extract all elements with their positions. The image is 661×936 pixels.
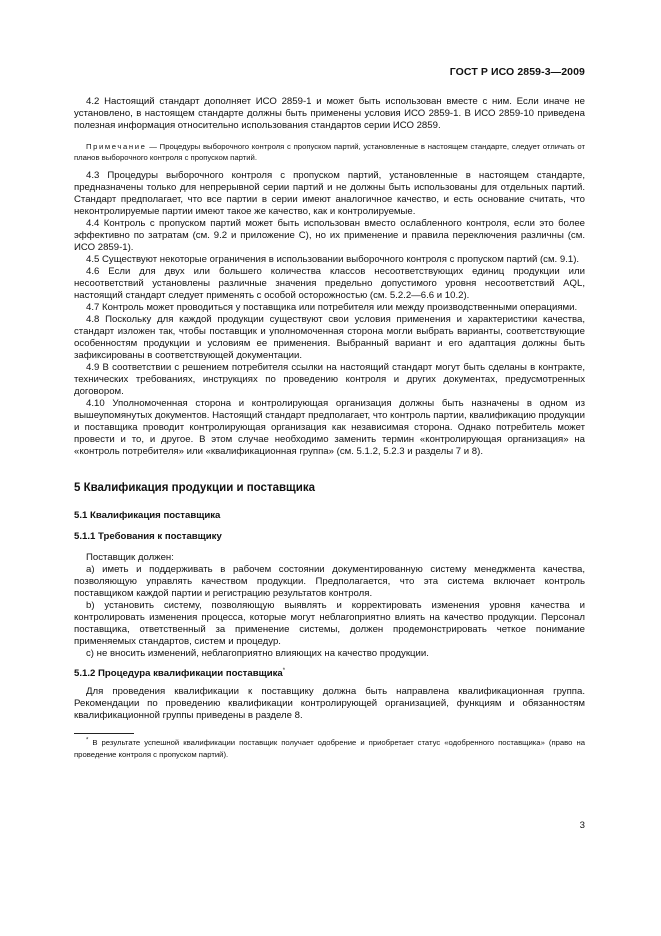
page-number: 3 <box>579 820 585 831</box>
document-id-header: ГОСТ Р ИСО 2859-3—2009 <box>449 66 585 78</box>
section-5-1-1-heading: 5.1.1 Требования к поставщику <box>74 531 222 542</box>
footnote-divider <box>74 733 134 734</box>
note-text: — Процедуры выборочного контроля с пропуском партий, установленные в настоящем стандарте, следует отличать от планов выборочного контроля с пропуском партий. <box>74 142 585 162</box>
paragraph-4-7: 4.7 Контроль может проводиться у поставщика или потребителя или между производственными операциями. <box>86 302 578 313</box>
paragraph-4-10: 4.10 Уполномоченная сторона и контролирующая организация должны быть назначены в одном из вышеупомянутых документов. Настоящий стандарт предполагает, что контроль партии, квалификацию продукции и поставщика проводит контролирующая организация как независимая сторона. Однако потребитель может провести и то, и другое. В этом случае необходимо заменить термин «контролирующая организация» на «контроль потребителя» или «квалификационная группа» (см. 5.1.2, 5.2.3 и разделы 7 и 8). <box>74 398 585 457</box>
paragraph-4-9: 4.9 В соответствии с решением потребителя ссылки на настоящий стандарт могут быть сделаны в контракте, технических требованиях, инструкциях по проведению контроля и других документах, предусмотренных договором. <box>74 362 585 397</box>
paragraph-4-5: 4.5 Существуют некоторые ограничения в использовании выборочного контроля с пропуском партий (см. 9.1). <box>86 254 580 265</box>
section-5-1-2-title: 5.1.2 Процедура квалификации поставщика <box>74 668 283 679</box>
section-5-1-heading: 5.1 Квалификация поставщика <box>74 510 221 521</box>
section-5-1-2-heading <box>74 668 585 680</box>
paragraph-4-6: 4.6 Если для двух или большего количества классов несоответствующих единиц продукции или несоответствий установлены различные значения предельно допустимого уровня несоответствий AQL, настоящий стандарт следует применять с особой осторожностью (см. 5.2.2—6.6 и 10.2). <box>74 266 585 301</box>
note <box>74 141 585 163</box>
paragraph-4-2: 4.2 Настоящий стандарт дополняет ИСО 2859-1 и может быть использован вместе с ним. Если иначе не установлено, в настоящем стандарте должны быть применены условия ИСО 2859-1. В ИСО 2859-10 приведена полезная информация относительно использования стандартов серии ИСО 2859. <box>74 96 585 131</box>
note-label: Примечание <box>86 142 147 151</box>
footnote <box>74 737 585 761</box>
page-body <box>74 96 585 761</box>
paragraph-4-8: 4.8 Поскольку для каждой продукции существуют свои условия применения и характеристики качества, стандарт изложен так, чтобы поставщик и уполномоченная сторона могли выбрать варианты, соответствующие особенностям продукции и условиям ее применения. Выбранный вариант и его адаптация должны быть зафиксированы в соответствующей документации. <box>74 314 585 361</box>
paragraph-4-4: 4.4 Контроль с пропуском партий может быть использован вместо ослабленного контроля, если это более эффективно по затратам (см. 9.2 и приложение С), но их применение и правила переключения различны (см. ИСО 2859-1). <box>74 218 585 253</box>
requirement-c: с) не вносить изменений, неблагоприятно влияющих на качество продукции. <box>86 648 429 659</box>
footnote-mark: * <box>86 737 89 744</box>
requirement-b: b) установить систему, позволяющую выявлять и корректировать изменения уровня качества и контролировать изменения процесса, которые могут неблагоприятно влиять на качество продукции. Персонал поставщика, ответственный за применение системы, должен продемонстрировать четкое понимание применяемых стандартов, систем и процедур. <box>74 600 585 647</box>
supplier-requirements-intro: Поставщик должен: <box>86 552 174 563</box>
footnote-reference: * <box>282 667 286 674</box>
requirement-a: а) иметь и поддерживать в рабочем состоянии документированную систему менеджмента качества, позволяющую управлять качеством продукции. Предполагается, что эта система включает контроль поставщиком каждой партии и регистрацию результатов контроля. <box>74 564 585 599</box>
section-5-heading: 5 Квалификация продукции и поставщика <box>74 482 315 494</box>
footnote-text: В результате успешной квалификации поставщик получает одобрение и приобретает статус «одобренного поставщика» (право на проведение контроля с пропуском партий). <box>74 738 585 759</box>
qualification-procedure-paragraph: Для проведения квалификации к поставщику должна быть направлена квалификационная группа. Рекомендации по проведению квалификации контролирующей организацией, функциям и обязанностям квалификационной группы приведены в разделе 8. <box>74 686 585 721</box>
paragraph-4-3: 4.3 Процедуры выборочного контроля с пропуском партий, установленные в настоящем стандарте, предназначены только для непрерывной серии партий и не должны быть использованы для отдельных партий. Стандарт предполагает, что все партии в серии имеют аналогичное качество, и есть основание считать, что неконтролируемые партии имеют такое же качество, как и контролируемые. <box>74 170 585 217</box>
